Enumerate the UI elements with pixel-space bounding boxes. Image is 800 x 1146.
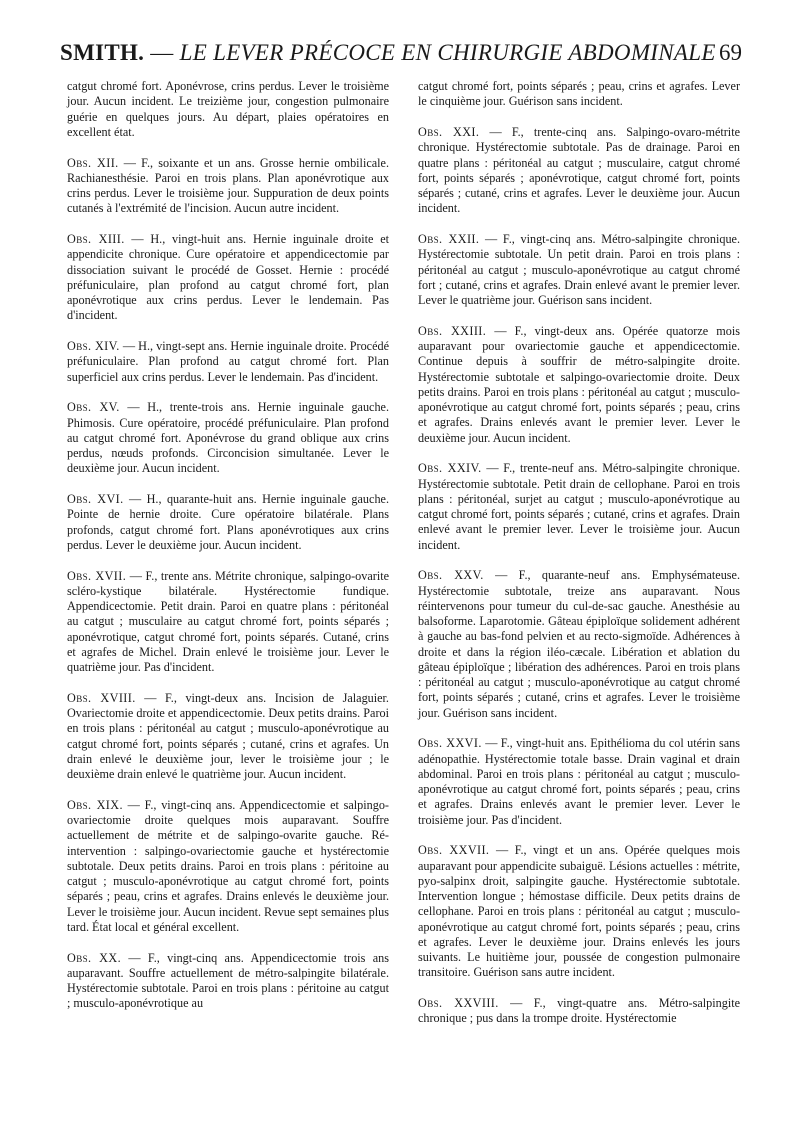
observation-label: Obs. XVI. (67, 492, 124, 506)
observation-xix (67, 798, 389, 935)
observation-xv (67, 400, 389, 476)
right-column (418, 79, 740, 1027)
header-separator: — (144, 40, 180, 65)
observation-text: — F., vingt-cinq ans. Appendicectomie et salpingo-ovariectomie droite quelques mois auparavant. Souffre actuellement de métrite et de salpingo-ovarite gauche. Ré-intervention : salpingo-ovariectomie gauche et hystérectomie subtotale. Deux petits drains. Paroi en trois plans : péritoine au catgut ; musculo-aponévrotique au catgut chromé fort, points séparés ; peau, crins et agrafes. Drains enlevés le deuxième jour. Lever le troisième jour. Aucun incident. Revue sept semaines plus tard. État local et général excellent. (67, 797, 389, 934)
running-header (60, 40, 742, 74)
observation-text: — F., vingt-cinq ans. Appendicectomie trois ans auparavant. Souffre actuellement de métro-salpingite bilatérale. Hystérectomie subtotale. Paroi en trois plans : péritoine au catgut ; musculo-aponévrotique au (67, 950, 389, 1011)
observation-label: Obs. XV. (67, 400, 120, 415)
observation-text: — H., trente-trois ans. Hernie inguinale gauche. Phimosis. Cure opératoire, procédé préfuniculaire. Plan profond au catgut chromé fort. Aponévrose du grand oblique aux crins perdus, nœuds profonds. Circoncision simultanée. Lever le deuxième jour. Aucun incident. (67, 400, 389, 476)
observation-text: — F., trente-neuf ans. Métro-salpingite chronique. Hystérectomie subtotale. Petit drain de cellophane. Paroi en trois plans : péritonéal, surjet au catgut ; musculo-aponévrotique au catgut chromé fort, points séparés ; cutané, crins et agrafes. Drain enlevé avant le premier lever. Lever le troisième jour. Aucun incident. (418, 461, 740, 552)
observation-text: — F., vingt et un ans. Opérée quelques mois auparavant pour appendicite subaiguë. Lésions actuelles : métrite, pyo-salpinx droit, salpingite gauche. Hystérectomie subtotale. Intervention longue ; hémostase difficile. Deux petits drains de cellophane. Paroi en trois plans : péritonéal au catgut ; musculo-aponévrotique au catgut chromé fort, points séparés ; peau, crins et agrafes. Lever le deuxième jour. Drains enlevés les jours suivants. Le huitième jour, poussée de congestion pulmonaire transitoire. Guérison sans autre incident. (418, 843, 741, 980)
observation-xxv (418, 568, 740, 721)
observation-label: Obs. XIII. (67, 232, 125, 246)
observation-text: — F., quarante-neuf ans. Emphysémateuse. Hystérectomie subtotale, treize ans auparavant. Nous réintervenons pour tumeur du cul-de-sac gauche. Anesthésie au balsoforme. Laparotomie. Gâteau épiploïque solidement adhérent à gauche au bas-fond pelvien et au recto-sigmoïde. Adhérences à droite et dans la région iléo-cæcale. Libération et ablation du gâteau épiploïque ; libération des adhérences. Paroi en trois plans : péritonéal au catgut ; musculo-aponévrotique au catgut chromé fort, points séparés ; cutané, crins et agrafes. Lever le troisième jour. Guérison sans incident. (418, 568, 740, 720)
observation-text: — F., vingt-quatre ans. Métro-salpingite chronique ; pus dans la trompe droite. Hystérectomie (418, 996, 740, 1026)
observation-label: Obs. XIX. (67, 797, 123, 812)
observation-label: Obs. XII. (67, 155, 119, 170)
observation-label: Obs. XXVI. (418, 736, 482, 751)
observation-xxvii (418, 843, 740, 980)
observation-xiv (67, 339, 389, 385)
observation-xxiv (418, 461, 740, 553)
observation-text: — F., vingt-deux ans. Opérée quatorze mois auparavant pour ovariectomie gauche et appendicectomie. Continue depuis à souffrir de métro-salpingite droite. Hystérectomie subtotale et salpingo-ovariectomie droite. Deux petits drains. Paroi en trois plans : péritonéal au catgut ; musculo-aponévrotique au catgut chromé fort, points séparés ; peau, crins et agrafes. Drains enlevés avant le premier lever. Lever le deuxième jour. Aucun incident. (418, 323, 740, 445)
observation-label: Obs. XXV. (418, 568, 484, 583)
observation-xii (67, 156, 389, 217)
observation-xx-continued (418, 79, 740, 110)
observation-text: — F., vingt-deux ans. Incision de Jalaguier. Ovariectomie droite et appendicectomie. Deux petits drains. Paroi en trois plans : péritonéal au catgut ; musculo-aponévrotique au catgut chromé fort, points séparés ; cutané, crins et agrafes. Un drain enlevé le deuxième jour, lever le troisième jour ; le deuxième drain enlevé le quatrième jour. Aucun incident. (67, 690, 389, 781)
observation-xxiii (418, 324, 740, 446)
observation-label: Obs. XVII. (67, 568, 127, 583)
observation-label: Obs. XXVIII. (418, 996, 499, 1010)
header-title-line (60, 40, 716, 66)
observation-label: Obs. XXIII. (418, 323, 487, 338)
observation-label: Obs. XXVII. (418, 843, 490, 858)
observation-text: catgut chromé fort. Aponévrose, crins perdus. Lever le troisième jour. Aucun incident. Le treizième jour, congestion pulmonaire guérie en quelques jours. Au départ, plaies opératoires en excellent état. (67, 79, 389, 139)
header-title: LE LEVER PRÉCOCE EN CHIRURGIE ABDOMINALE (179, 40, 716, 65)
observation-text: — F., trente ans. Métrite chronique, salpingo-ovarite scléro-kystique bilatérale. Hystérectomie fundique. Appendicectomie. Petit drain. Paroi en quatre plans : péritonéal au catgut ; musculaire au catgut chromé fort, points séparés ; aponévrotique, catgut chromé fort, points séparés. Cutané, crins et agrafes de Michel. Drain enlevé le troisième jour. Lever le quatrième jour. Pas d'incident. (67, 568, 390, 674)
observation-label: Obs. XIV. (67, 339, 120, 353)
observation-text: — F., soixante et un ans. Grosse hernie ombilicale. Rachianesthésie. Paroi en trois plans. Plan aponévrotique aux crins perdus. Lever le troisième jour. Suppuration de deux points cutanés à l'extrémité de l'incision. Aucun autre incident. (67, 155, 389, 216)
left-column (67, 79, 389, 1012)
observation-text: — H., vingt-huit ans. Hernie inguinale droite et appendicite chronique. Cure opératoire et appendicectomie par dissociation suivant le procédé de Gosset. Hernie : procédé préfuniculaire, plan profond au catgut chromé fort, plan aponévrotique aux crins perdus. Lever le lendemain. Pas d'incident. (67, 232, 389, 323)
observation-label: Obs. XXII. (418, 232, 480, 246)
observation-text: catgut chromé fort, points séparés ; peau, crins et agrafes. Lever le cinquième jour. Guérison sans incident. (418, 79, 740, 109)
observation-xx (67, 951, 389, 1012)
observation-text: — H., vingt-sept ans. Hernie inguinale droite. Procédé préfuniculaire. Plan profond au catgut chromé fort. Plan superficiel aux crins perdus. Lever le lendemain. Pas d'incident. (67, 339, 390, 384)
observation-text: — F., vingt-cinq ans. Métro-salpingite chronique. Hystérectomie subtotale. Un petit drain. Paroi en trois plans : péritonéal au catgut ; musculo-aponévrotique au catgut chromé fort ; cutané, crins et agrafes. Drain enlevé avant le premier lever. Lever le quatrième jour. Guérison sans incident. (418, 232, 740, 307)
observation-xxvi (418, 736, 740, 828)
page-number: 69 (719, 40, 742, 65)
observation-xiii (67, 232, 389, 324)
observation-xvii (67, 569, 389, 676)
header-author: SMITH. (60, 40, 145, 65)
observation-xvi (67, 492, 389, 553)
observation-xviii (67, 691, 389, 783)
observation-text: — F., vingt-huit ans. Epithélioma du col utérin sans adénopathie. Hystérectomie totale basse. Drain vaginal et drain abdominal. Paroi en trois plans : péritonéal au catgut ; musculo-aponévrotique au catgut chromé fort, points séparés ; peau, crins et agrafes. Drains enlevés avant le premier lever. Lever le troisième jour. Pas d'incident. (418, 736, 740, 827)
observation-label: Obs. XVIII. (67, 690, 136, 705)
observation-continued (67, 79, 389, 140)
observation-text: — H., quarante-huit ans. Hernie inguinale gauche. Pointe de hernie droite. Cure opératoire bilatérale. Plans profonds, catgut chromé fort. Plans aponévrotiques aux crins perdus. Lever le deuxième jour. Aucun incident. (67, 492, 389, 552)
observation-label: Obs. XXIV. (418, 461, 482, 476)
observation-xxii (418, 232, 740, 308)
observation-label: Obs. XX. (67, 950, 122, 965)
observation-label: Obs. XXI. (418, 125, 480, 139)
observation-xxi (418, 125, 740, 217)
observation-xxviii (418, 996, 740, 1027)
observation-text: — F., trente-cinq ans. Salpingo-ovaro-métrite chronique. Hystérectomie subtotale. Pas de drainage. Paroi en quatre plans : péritonéal au catgut ; musculaire, catgut chromé fort, points séparés ; aponévrotique, catgut chromé fort, points séparés ; cutané, crins et agrafes. Lever le deuxième jour. Aucun incident. (418, 125, 740, 216)
